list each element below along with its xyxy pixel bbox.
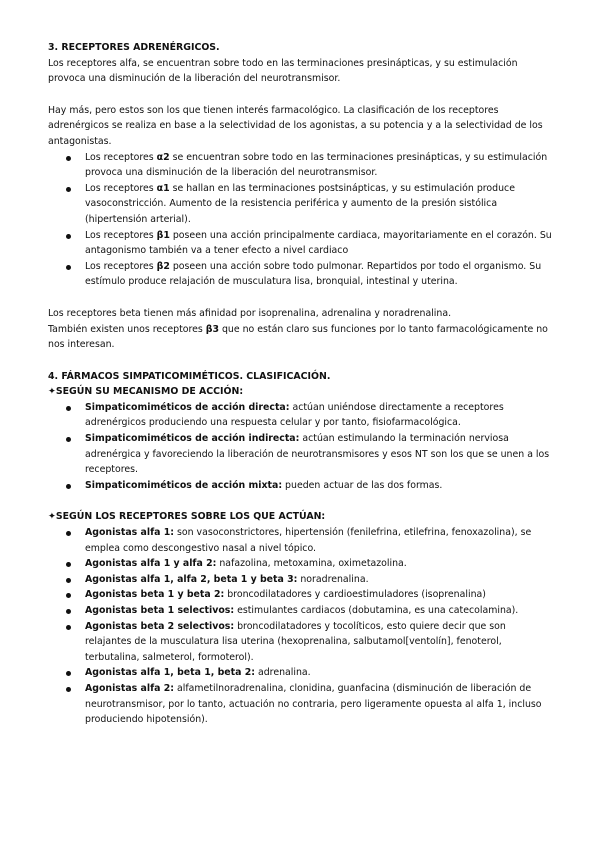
list-item: Agonistas alfa 1, alfa 2, beta 1 y beta 3: noradrenalina. bbox=[48, 572, 552, 588]
receptor-list bbox=[48, 150, 552, 290]
mechanism-list bbox=[48, 400, 552, 494]
bullet-icon bbox=[66, 437, 71, 442]
bullet-icon bbox=[66, 687, 71, 692]
beta-affinity-text: Los receptores beta tienen más afinidad por isoprenalina, adrenalina y noradrenalina. bbox=[48, 307, 452, 319]
bullet-icon bbox=[66, 531, 71, 536]
bullet-icon bbox=[66, 234, 71, 239]
bullet-icon bbox=[66, 406, 71, 411]
bullet-icon bbox=[66, 609, 71, 614]
list-item: Los receptores β1 poseen una acción principalmente cardiaca, mayoritariamente en el corazón. Su antagonismo también va a tener efecto a nivel cardiaco bbox=[48, 228, 552, 259]
bullet-icon bbox=[66, 187, 71, 192]
bullet-icon bbox=[66, 593, 71, 598]
bullet-icon bbox=[66, 156, 71, 161]
bullet-icon bbox=[66, 625, 71, 630]
list-item: Agonistas alfa 1, beta 1, beta 2: adrenalina. bbox=[48, 665, 552, 681]
list-item: Agonistas beta 2 selectivos: broncodilatadores y tocolíticos, esto quiere decir que son relajantes de la musculatura lisa uterina (hexoprenalina, salbutamol[ventolín], fenoterol, terbutalina, salmeterol, formoterol). bbox=[48, 619, 552, 666]
section-4-title: 4. FÁRMACOS SIMPATICOMIMÉTICOS. CLASIFICACIÓN. bbox=[48, 370, 331, 382]
list-item: Agonistas alfa 2: alfametilnoradrenalina, clonidina, guanfacina (disminución de liberación de neurotransmisor, por lo tanto, actuación no contraria, pero ligeramente opuesta al alfa 1, incluso produciendo hipotensión). bbox=[48, 681, 552, 728]
receptors-subtitle: ✦SEGÚN LOS RECEPTORES SOBRE LOS QUE ACTÚAN: bbox=[48, 511, 326, 523]
list-item: Agonistas beta 1 y beta 2: broncodilatadores y cardioestimuladores (isoprenalina) bbox=[48, 587, 552, 603]
bullet-icon bbox=[66, 484, 71, 489]
list-item: Agonistas alfa 1 y alfa 2: nafazolina, metoxamina, oximetazolina. bbox=[48, 556, 552, 572]
list-item: Simpaticomiméticos de acción directa: actúan uniéndose directamente a receptores adrenérgicos produciendo una respuesta celular y por tanto, fisiofarmacológica. bbox=[48, 400, 552, 431]
section-3-intro: Los receptores alfa, se encuentran sobre todo en las terminaciones presinápticas, y su estimulación provoca una disminución de la liberación del neurotransmisor. bbox=[48, 57, 518, 85]
section-3-title: 3. RECEPTORES ADRENÉRGICOS. bbox=[48, 42, 220, 53]
list-item: Simpaticomiméticos de acción mixta: pueden actuar de las dos formas. bbox=[48, 478, 552, 494]
list-item: Los receptores α2 se encuentran sobre todo en las terminaciones presinápticas, y su estimulación provoca una disminución de la liberación del neurotransmisor. bbox=[48, 150, 552, 181]
bullet-icon bbox=[66, 562, 71, 567]
list-item: Agonistas beta 1 selectivos: estimulantes cardiacos (dobutamina, es una catecolamina). bbox=[48, 603, 552, 619]
bullet-icon bbox=[66, 578, 71, 583]
document-page bbox=[48, 40, 552, 728]
list-item: Agonistas alfa 1: son vasoconstrictores, hipertensión (fenilefrina, etilefrina, fenoxazolina), se emplea como descongestivo nasal a nivel tópico. bbox=[48, 525, 552, 556]
bullet-icon bbox=[66, 265, 71, 270]
list-item: Los receptores α1 se hallan en las terminaciones postsinápticas, y su estimulación produce vasoconstricción. Aumento de la resistencia periférica y aumento de la presión sistólica (hipertensión arterial). bbox=[48, 181, 552, 228]
mechanism-subtitle: ✦SEGÚN SU MECANISMO DE ACCIÓN: bbox=[48, 386, 244, 398]
list-item: Los receptores β2 poseen una acción sobre todo pulmonar. Repartidos por todo el organismo. Su estímulo produce relajación de musculatura lisa, bronquial, intestinal y uterina. bbox=[48, 259, 552, 290]
bullet-icon bbox=[66, 671, 71, 676]
section-3-classification-text: Hay más, pero estos son los que tienen interés farmacológico. La clasificación de los receptores adrenérgicos se realiza en base a la selectividad de los agonistas, a su potencia y a la selectividad de los antagonistas. bbox=[48, 104, 543, 147]
beta3-text: También existen unos receptores β3 que no están claro sus funciones por lo tanto farmacológicamente no nos interesan. bbox=[48, 323, 548, 351]
agonists-list bbox=[48, 525, 552, 728]
list-item: Simpaticomiméticos de acción indirecta: actúan estimulando la terminación nerviosa adrenérgica y favoreciendo la liberación de neurotransmisores y esos NT son los que se unen a los receptores. bbox=[48, 431, 552, 478]
